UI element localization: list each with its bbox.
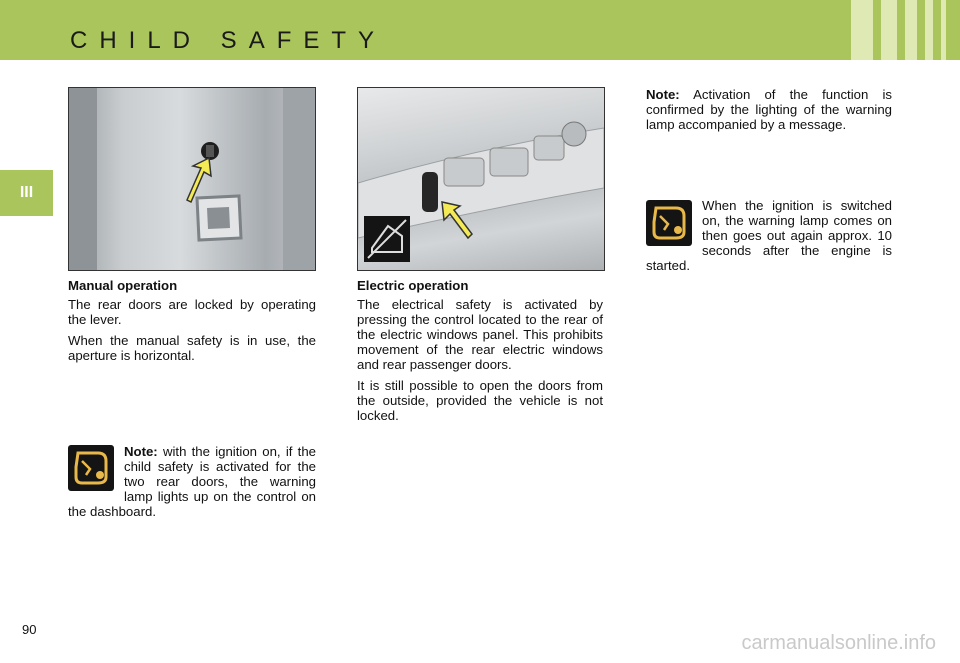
manual-paragraph-2: When the manual safety is in use, the aperture is horizontal. — [68, 333, 316, 363]
electric-paragraph-1: The electrical safety is activated by pressing the control located to the rear of the electric windows panel. This prohibits movement of the rear electric windows and rear passenger doors. — [357, 297, 603, 372]
arrow-pointer-icon — [187, 158, 211, 202]
ignition-note — [646, 198, 892, 273]
electric-panel-illustration — [358, 88, 604, 270]
manual-paragraph-1: The rear doors are locked by operating the lever. — [68, 297, 316, 327]
note-left-text: with the ignition on, if the child safety is activated for the two rear doors, the warning lamp lights up on the control on the dashboard. — [68, 444, 316, 519]
header-stripes — [851, 0, 946, 60]
page-number: 90 — [22, 622, 37, 637]
electric-paragraph-2: It is still possible to open the doors from the outside, provided the vehicle is not locked. — [357, 378, 603, 423]
electric-control-photo — [357, 87, 605, 271]
section-tab: III — [0, 170, 53, 216]
electric-operation-section — [357, 278, 603, 429]
watermark: carmanualsonline.info — [741, 632, 936, 654]
note-left — [68, 444, 316, 519]
header-banner — [0, 0, 960, 60]
child-lock-icon — [364, 216, 410, 262]
note-left-label: Note: — [124, 444, 158, 459]
note-right-text: Activation of the function is confirmed by the lighting of the warning lamp accompanied by a message. — [646, 87, 892, 132]
note-right-label: Note: — [646, 87, 680, 102]
ignition-text: When the ignition is switched on, the warning lamp comes on then goes out again approx. 10 seconds after the engine is started. — [646, 198, 892, 273]
manual-lever-illustration — [69, 88, 315, 270]
electric-heading: Electric operation — [357, 278, 469, 293]
note-right — [646, 87, 892, 132]
manual-operation-section — [68, 278, 316, 369]
manual-heading: Manual operation — [68, 278, 178, 293]
manual-lever-photo — [68, 87, 316, 271]
page-title: CHILD SAFETY — [70, 27, 387, 54]
